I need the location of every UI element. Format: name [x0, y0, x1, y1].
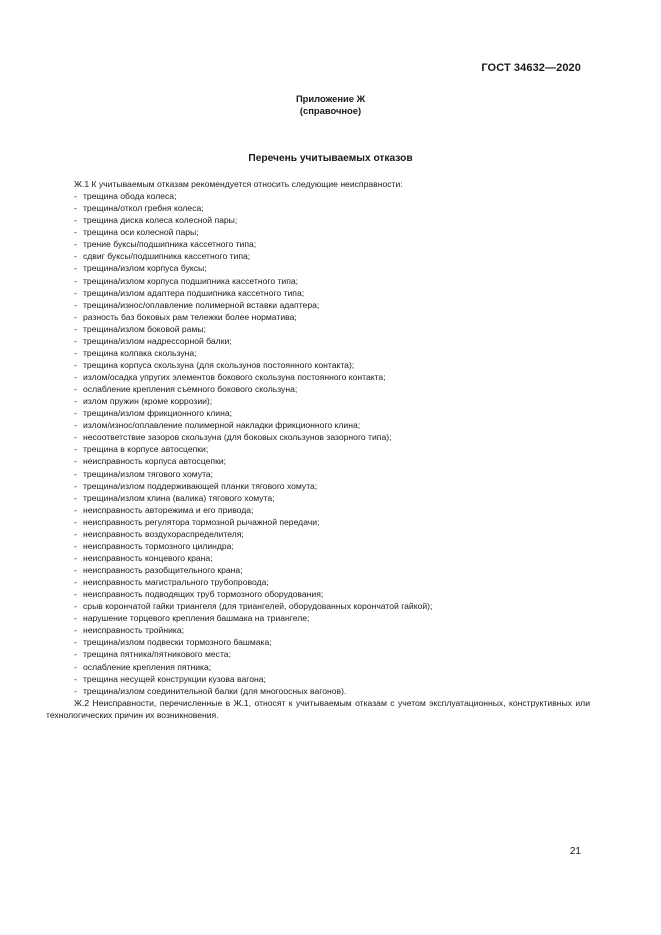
list-item-text: неисправность концевого крана; — [83, 552, 213, 563]
list-dash: - — [74, 577, 77, 588]
list-item — [74, 347, 590, 359]
list-item-text: трещина/излом корпуса подшипника кассетного типа; — [83, 275, 299, 286]
list-item — [74, 636, 590, 648]
list-item-text: трещина колпака скользуна; — [83, 347, 197, 358]
list-item — [74, 673, 590, 685]
list-item — [74, 516, 590, 528]
list-item-text: трещина/излом надрессорной балки; — [83, 335, 232, 346]
list-dash: - — [74, 649, 77, 660]
list-item — [74, 588, 590, 600]
list-item-text: трещина в корпусе автосцепки; — [83, 444, 209, 455]
list-item — [74, 576, 590, 588]
list-item — [74, 624, 590, 636]
list-item — [74, 492, 590, 504]
list-dash: - — [74, 589, 77, 600]
list-item — [74, 190, 590, 202]
list-item-text: трещина/излом подвески тормозного башмака; — [83, 637, 272, 648]
list-item — [74, 275, 590, 287]
list-dash: - — [74, 601, 77, 612]
list-dash: - — [74, 263, 77, 274]
list-dash: - — [74, 528, 77, 539]
list-item-text: неисправность корпуса автосцепки; — [83, 456, 227, 467]
list-item — [74, 419, 590, 431]
list-item-text: трещина корпуса скользуна (для скользунов постоянного контакта); — [83, 359, 355, 370]
list-item — [74, 685, 590, 697]
section-title: Перечень учитываемых отказов — [248, 153, 413, 164]
list-dash: - — [74, 335, 77, 346]
list-item-text: трещина/излом поддерживающей планки тягового хомута; — [83, 480, 318, 491]
list-item-text: неисправность авторежима и его привода; — [83, 504, 254, 515]
list-dash: - — [74, 372, 77, 382]
list-item-text: излом/износ/оплавление полимерной накладки фрикционного клина; — [83, 420, 361, 431]
list-dash: - — [74, 215, 77, 226]
list-dash: - — [74, 299, 77, 310]
list-dash: - — [74, 661, 77, 672]
list-item — [74, 287, 590, 299]
list-item — [74, 323, 590, 335]
list-item-text: трещина/излом клина (валика) тягового хомута; — [83, 492, 275, 503]
list-dash: - — [74, 625, 77, 636]
list-item — [74, 407, 590, 419]
list-item-text: трещина/износ/оплавление полимерной вставки адаптера; — [83, 299, 320, 310]
list-item-text: трещина несущей конструкции кузова вагона; — [83, 673, 266, 684]
list-item-text: сдвиг буксы/подшипника кассетного типа; — [83, 251, 251, 262]
list-item-text: трещина/излом корпуса буксы; — [83, 263, 207, 274]
list-item — [74, 455, 590, 467]
fault-list — [74, 190, 590, 697]
list-item-text: трещина/излом боковой рамы; — [83, 323, 206, 334]
list-item — [74, 226, 590, 238]
list-item — [74, 600, 590, 612]
list-item — [74, 335, 590, 347]
list-item — [74, 250, 590, 262]
list-item — [74, 299, 590, 311]
list-item-text: излом/осадка упругих элементов бокового скользуна постоянного контакта; — [83, 372, 386, 382]
annex-title: Приложение Ж — [295, 93, 366, 104]
list-item — [74, 648, 590, 660]
list-dash: - — [74, 480, 77, 491]
list-dash: - — [74, 359, 77, 370]
list-dash: - — [74, 685, 77, 696]
list-dash: - — [74, 552, 77, 563]
list-item-text: трещина обода колеса; — [83, 191, 177, 202]
list-item-text: излом пружин (кроме коррозии); — [83, 396, 213, 407]
list-dash: - — [74, 432, 77, 443]
clause-2-text: Ж.2 Неисправности, перечисленные в Ж.1, относят к учитываемым отказам с учетом эксплуатационных, конструктивных или технологических причин их возникновения. — [46, 697, 590, 720]
list-item-text: трещина/излом фрикционного клина; — [83, 408, 232, 419]
list-dash: - — [74, 565, 77, 575]
list-item — [74, 214, 590, 226]
list-item — [74, 504, 590, 516]
list-item-text: неисправность подводящих труб тормозного оборудования; — [83, 589, 324, 600]
list-dash: - — [74, 239, 77, 250]
list-item-text: неисправность магистрального трубопровода; — [83, 577, 269, 588]
list-item — [74, 202, 590, 214]
list-dash: - — [74, 613, 77, 624]
list-dash: - — [74, 396, 77, 407]
list-dash: - — [74, 444, 77, 455]
list-dash: - — [74, 492, 77, 503]
list-item — [74, 528, 590, 540]
list-dash: - — [74, 323, 77, 334]
list-item — [74, 311, 590, 323]
list-dash: - — [74, 191, 77, 202]
list-item-text: трещина диска колеса колесной пары; — [83, 215, 238, 226]
list-item-text: несоответствие зазоров скользуна (для боковых скользунов зазорного типа); — [83, 432, 392, 443]
list-dash: - — [74, 673, 77, 684]
list-item — [74, 359, 590, 371]
list-dash: - — [74, 251, 77, 262]
list-item-text: трещина/излом адаптера подшипника кассетного типа; — [83, 287, 305, 298]
list-dash: - — [74, 540, 77, 551]
list-item-text: трение буксы/подшипника кассетного типа; — [83, 239, 257, 250]
list-item — [74, 564, 590, 576]
list-item-text: трещина/излом соединительной балки (для многоосных вагонов). — [83, 685, 347, 696]
list-dash: - — [74, 516, 77, 527]
list-item-text: трещина/излом тягового хомута; — [83, 468, 214, 479]
list-dash: - — [74, 311, 77, 322]
list-item-text: срыв корончатой гайки триангеля (для триангелей, оборудованных корончатой гайкой); — [83, 601, 433, 612]
list-dash: - — [74, 227, 77, 238]
list-item — [74, 661, 590, 673]
list-item-text: неисправность регулятора тормозной рычажной передачи; — [83, 516, 320, 527]
list-dash: - — [74, 287, 77, 298]
list-item — [74, 612, 590, 624]
list-item-text: неисправность тормозного цилиндра; — [83, 540, 234, 551]
list-item — [74, 395, 590, 407]
list-dash: - — [74, 504, 77, 515]
list-dash: - — [74, 275, 77, 286]
list-item — [74, 552, 590, 564]
list-item — [74, 540, 590, 552]
standard-code: ГОСТ 34632—2020 — [481, 62, 581, 74]
list-dash: - — [74, 384, 77, 395]
list-dash: - — [74, 203, 77, 214]
list-item-text: ослабление крепления пятника; — [83, 661, 212, 672]
list-item — [74, 383, 590, 395]
list-item — [74, 238, 590, 250]
list-dash: - — [74, 347, 77, 358]
list-dash: - — [74, 468, 77, 479]
list-dash: - — [74, 420, 77, 431]
list-item — [74, 480, 590, 492]
list-dash: - — [74, 456, 77, 467]
page-number: 21 — [569, 846, 581, 857]
list-item — [74, 443, 590, 455]
list-item — [74, 431, 590, 443]
list-item-text: нарушение торцевого крепления башмака на триангеле; — [83, 613, 310, 624]
list-item — [74, 371, 590, 383]
list-item-text: неисправность тройника; — [83, 625, 184, 636]
list-item-text: разность баз боковых рам тележки более норматива; — [83, 311, 297, 322]
document-body — [46, 178, 590, 721]
list-item-text: неисправность разобщительного крана; — [83, 565, 243, 575]
list-dash: - — [74, 637, 77, 648]
clause-1-intro: Ж.1 К учитываемым отказам рекомендуется относить следующие неисправности: — [74, 179, 403, 189]
list-item-text: трещина оси колесной пары; — [83, 227, 199, 238]
list-item-text: ослабление крепления съемного бокового скользуна; — [83, 384, 298, 395]
annex-subtitle: (справочное) — [299, 105, 362, 116]
list-item — [74, 468, 590, 480]
list-item-text: неисправность воздухораспределителя; — [83, 528, 244, 539]
list-item — [74, 262, 590, 274]
list-dash: - — [74, 408, 77, 419]
list-item-text: трещина пятника/пятникового места; — [83, 649, 231, 660]
annex-heading — [0, 93, 661, 117]
list-item-text: трещина/откол гребня колеса; — [83, 203, 204, 214]
